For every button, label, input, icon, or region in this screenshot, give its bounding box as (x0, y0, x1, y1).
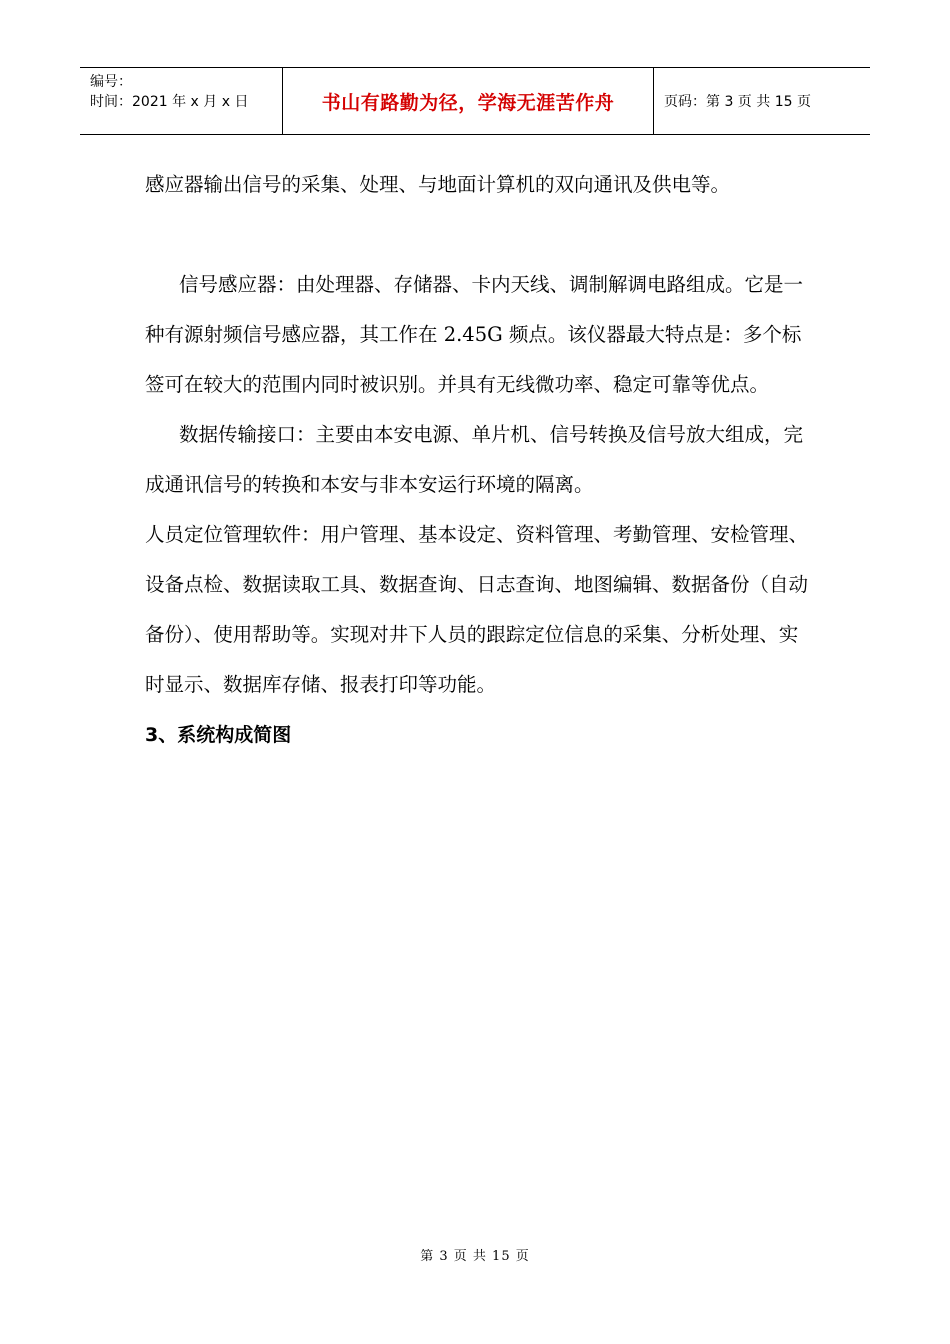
page-footer: 第 3 页 共 15 页 (420, 1249, 530, 1264)
page-header (80, 67, 870, 135)
header-meta (80, 68, 282, 134)
paragraph-gap (145, 210, 810, 260)
paragraph-management-software: 人员定位管理软件：用户管理、基本设定、资料管理、考勤管理、安检管理、设备点检、数据读取工具、数据查询、日志查询、地图编辑、数据备份（自动备份）、使用帮助等。实现对井下人员的跟踪定位信息的采集、分析处理、实时显示、数据库存储、报表打印等功能。 (145, 523, 809, 696)
paragraph-sensor-output: 感应器输出信号的采集、处理、与地面计算机的双向通讯及供电等。 (145, 173, 731, 196)
section-heading: 3、系统构成简图 (145, 724, 292, 746)
doc-time-label: 时间：2021 年 x 月 x 日 (90, 94, 249, 110)
paragraph-signal-sensor: 信号感应器：由处理器、存储器、卡内天线、调制解调电路组成。它是一种有源射频信号感应器，其工作在 2.45G 频点。该仪器最大特点是：多个标签可在较大的范围内同时被识别。并具有无线微功率、稳定可靠等优点。 (145, 273, 804, 396)
paragraph-data-interface: 数据传输接口：主要由本安电源、单片机、信号转换及信号放大组成，完成通讯信号的转换和本安与非本安运行环境的隔离。 (145, 423, 804, 496)
doc-number-label: 编号： (90, 74, 132, 90)
header-motto: 书山有路勤为径，学海无涯苦作舟 (282, 68, 654, 134)
document-body (145, 160, 810, 760)
header-page-number: 页码：第 3 页 共 15 页 (664, 94, 811, 110)
